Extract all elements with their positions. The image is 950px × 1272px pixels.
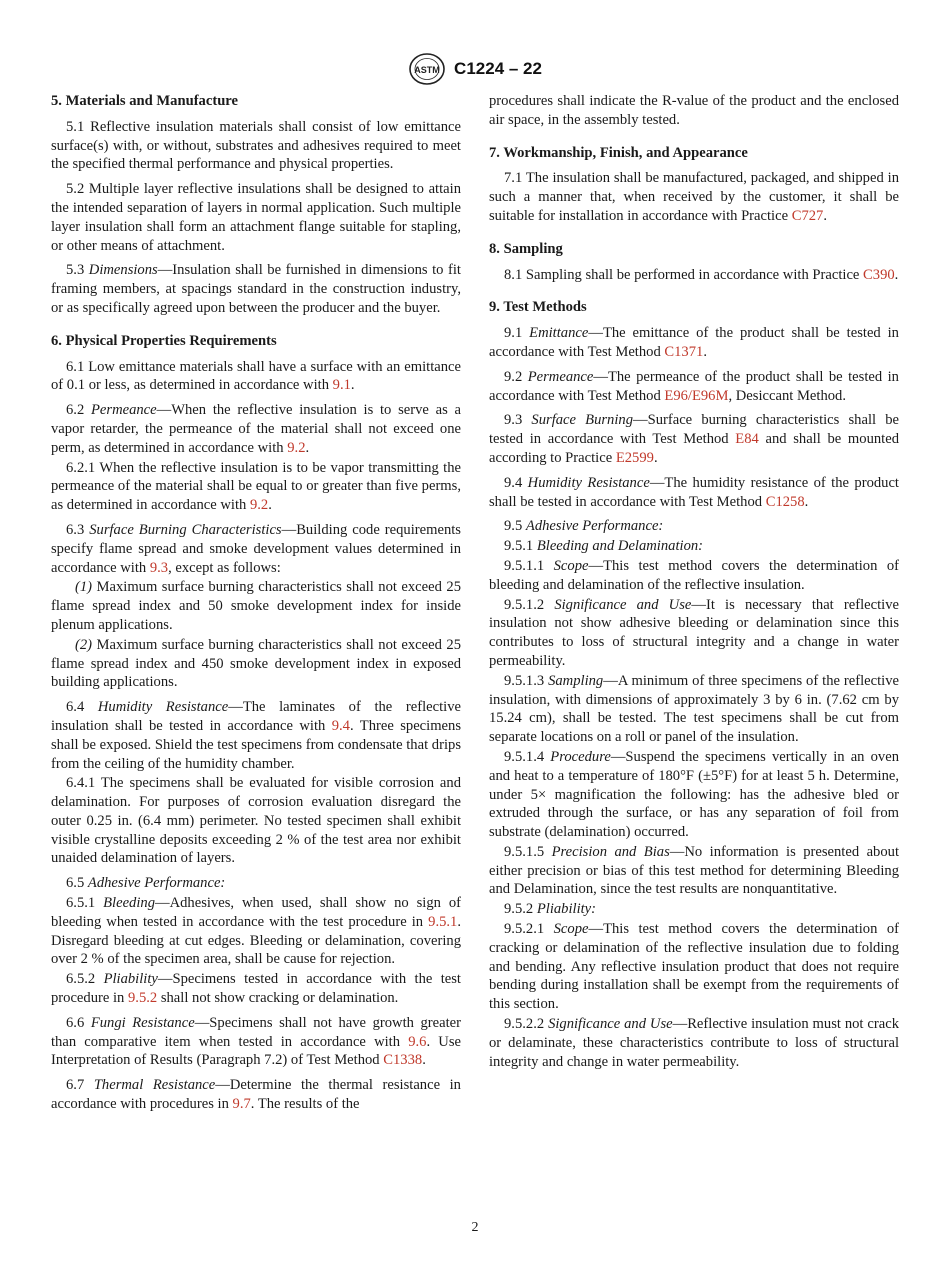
- ref-e84-link[interactable]: E84: [735, 431, 759, 448]
- para-6-2: 6.2 Permeance—When the reflective insulation is to serve as a vapor retarder, the permeance of the material shall not exceed one perm, as determined in accordance with 9.2.: [51, 402, 461, 456]
- ref-9-5-2-link[interactable]: 9.5.2: [128, 990, 158, 1007]
- ref-c727-link[interactable]: C727: [791, 207, 824, 224]
- para-7-1: 7.1 The insulation shall be manufactured, packaged, and shipped in such a manner that, when received by the customer, it shall be suitable for installation in accordance with Practice C727.: [489, 170, 899, 224]
- ref-9-2-link[interactable]: 9.2: [249, 497, 269, 514]
- list-item-6-3-2: (2) Maximum surface burning characteristics shall not exceed 25 flame spread index and 450 smoke development index in exposed building applications.: [51, 636, 461, 691]
- page-header: [0, 52, 950, 86]
- para-6-2-1: 6.2.1 When the reflective insulation is to be vapor transmitting the permeance of the material shall be equal to or greater than five perms, as determined in accordance with 9.2.: [51, 459, 461, 514]
- para-9-5-1-2: 9.5.1.2 Significance and Use—It is necessary that reflective insulation not show adhesive bleeding or delamination since this contributes to loss of structural integrity and a change in water permeability.: [489, 596, 899, 669]
- para-9-4: 9.4 Humidity Resistance—The humidity resistance of the product shall be tested in accordance with Test Method C1258.: [489, 474, 899, 510]
- section-7-heading: 7. Workmanship, Finish, and Appearance: [489, 144, 748, 161]
- section-9-heading: 9. Test Methods: [489, 299, 587, 316]
- document-number: C1224 – 22: [454, 59, 542, 78]
- para-5-2: 5.2 Multiple layer reflective insulations shall be designed to attain the intended separation of layers in normal application. Such multiple layer insulation shall form an attachment flange suitable for stapling, or other means of attachment.: [51, 181, 461, 254]
- ref-9-4-link[interactable]: 9.4: [331, 717, 350, 734]
- para-6-5-1: 6.5.1 Bleeding—Adhesives, when used, shall show no sign of bleeding when tested in accordance with the test procedure in 9.5.1. Disregard bleeding at cut edges. Bleeding or delamination, covering over 2 % of the specimen area, shall be cause for rejection.: [51, 895, 461, 968]
- para-6-1: 6.1 Low emittance materials shall have a surface with an emittance of 0.1 or less, as determined in accordance with 9.1.: [51, 358, 461, 394]
- para-6-3: 6.3 Surface Burning Characteristics—Building code requirements specify flame spread and smoke development values determined in accordance with 9.3, except as follows:: [51, 521, 461, 576]
- svg-text:ASTM: ASTM: [414, 65, 440, 75]
- para-5-1: 5.1 Reflective insulation materials shall consist of low emittance surface(s) with, or without, substrates and adhesives required to meet the specified thermal performance and physical properties.: [51, 118, 461, 173]
- para-9-5-2-2: 9.5.2.2 Significance and Use—Reflective insulation must not crack or delaminate, these characteristics contribute to loss of structural integrity and change in water permeability.: [489, 1016, 899, 1070]
- para-8-1: 8.1 Sampling shall be performed in accordance with Practice C390.: [504, 266, 899, 283]
- para-9-5-1: 9.5.1 Bleeding and Delamination:: [504, 538, 704, 555]
- para-9-5-2: 9.5.2 Pliability:: [504, 901, 597, 918]
- para-9-3: 9.3 Surface Burning—Surface burning characteristics shall be tested in accordance with Test Method E84 and shall be mounted according to Practice E2599.: [489, 412, 899, 466]
- right-column: [489, 92, 899, 1072]
- para-6-4: 6.4 Humidity Resistance—The laminates of the reflective insulation shall be tested in accordance with 9.4. Three specimens shall be exposed. Shield the test specimens from condensate that drips from the ceiling of the humidity chamber.: [51, 699, 462, 772]
- para-9-5-1-5: 9.5.1.5 Precision and Bias—No information is presented about either precision or bias of this test method for determining Bleeding and Delamination, since the test results are nonquantitative.: [489, 843, 900, 898]
- ref-c390-link[interactable]: C390: [863, 266, 895, 283]
- page-number: 2: [471, 1220, 479, 1235]
- ref-e96-link[interactable]: E96/E96M: [664, 387, 729, 404]
- para-6-6: 6.6 Fungi Resistance—Specimens shall not have growth greater than comparative item when tested in accordance with 9.6. Use Interpretation of Results (Paragraph 7.2) of Test Method C1338.: [51, 1014, 462, 1069]
- ref-9-3-link[interactable]: 9.3: [149, 559, 169, 576]
- ref-9-5-1-link[interactable]: 9.5.1: [428, 913, 458, 930]
- ref-9-7-link[interactable]: 9.7: [232, 1096, 251, 1113]
- ref-e2599-link[interactable]: E2599: [615, 449, 654, 466]
- section-5-heading: 5. Materials and Manufacture: [51, 93, 238, 109]
- para-6-7-continued: procedures shall indicate the R-value of the product and the enclosed air space, in the assembly tested.: [489, 93, 899, 128]
- ref-c1371-link[interactable]: C1371: [664, 343, 704, 360]
- para-9-5-1-4: 9.5.1.4 Procedure—Suspend the specimens vertically in an oven and heat to a temperature of 180°F (±5°F) for at least 5 h. Determine, under 5× magnification the following: has the adhesive bled or extruded through the surface, or has any separation of foil from substrate (delamination) occurred.: [489, 748, 899, 841]
- section-8-heading: 8. Sampling: [489, 240, 563, 257]
- ref-9-1-link[interactable]: 9.1: [332, 377, 351, 394]
- para-9-5: 9.5 Adhesive Performance:: [504, 518, 664, 535]
- ref-c1258-link[interactable]: C1258: [765, 493, 805, 510]
- para-6-4-1: 6.4.1 The specimens shall be evaluated for visible corrosion and delamination. For purposes of corrosion evaluation disregard the outer 0.25 in. (6.4 mm) perimeter. No tested specimen shall exhibit visible crystalline deposits exceeding 2 % of the test area nor exhibit unaided delamination of layers.: [51, 775, 461, 867]
- list-item-6-3-1: (1) Maximum surface burning characteristics shall not exceed 25 flame spread index and 50 smoke development index for inside plenum applications.: [51, 579, 461, 633]
- para-6-7: 6.7 Thermal Resistance—Determine the thermal resistance in accordance with procedures in 9.7. The results of the: [51, 1077, 461, 1113]
- para-9-5-2-1: 9.5.2.1 Scope—This test method covers the determination of cracking or delamination of the reflective insulation due to folding and bending. Any reflective insulation product that does not require bending during installation shall be exempt from the requirements of this section.: [489, 921, 900, 1013]
- section-6-heading: 6. Physical Properties Requirements: [51, 332, 277, 349]
- left-column: [51, 92, 461, 1120]
- para-6-5-2: 6.5.2 Pliability—Specimens tested in accordance with the test procedure in 9.5.2 shall not show cracking or delamination.: [51, 971, 461, 1007]
- para-9-2: 9.2 Permeance—The permeance of the product shall be tested in accordance with Test Method E96/E96M, Desiccant Method.: [489, 368, 899, 404]
- para-5-3: 5.3 Dimensions—Insulation shall be furnished in dimensions to fit framing members, at spacings standard in the construction industry, or as specifically agreed upon between the producer and the buyer.: [51, 262, 461, 316]
- para-9-5-1-3: 9.5.1.3 Sampling—A minimum of three specimens of the reflective insulation, with dimensions of approximately 3 by 6 in. (7.62 cm by 15.24 cm), shall be tested. The test specimens shall be cut from separate locations on a roll or panel of the insulation.: [489, 672, 899, 746]
- ref-9-2-link[interactable]: 9.2: [287, 439, 306, 456]
- para-9-1: 9.1 Emittance—The emittance of the product shall be tested in accordance with Test Method C1371.: [489, 325, 899, 360]
- para-6-5: 6.5 Adhesive Performance:: [66, 875, 226, 892]
- astm-logo-icon: [408, 52, 446, 86]
- ref-c1338-link[interactable]: C1338: [383, 1052, 423, 1069]
- para-9-5-1-1: 9.5.1.1 Scope—This test method covers the determination of bleeding and delamination of the reflective insulation.: [489, 557, 900, 593]
- ref-9-6-link[interactable]: 9.6: [408, 1033, 427, 1050]
